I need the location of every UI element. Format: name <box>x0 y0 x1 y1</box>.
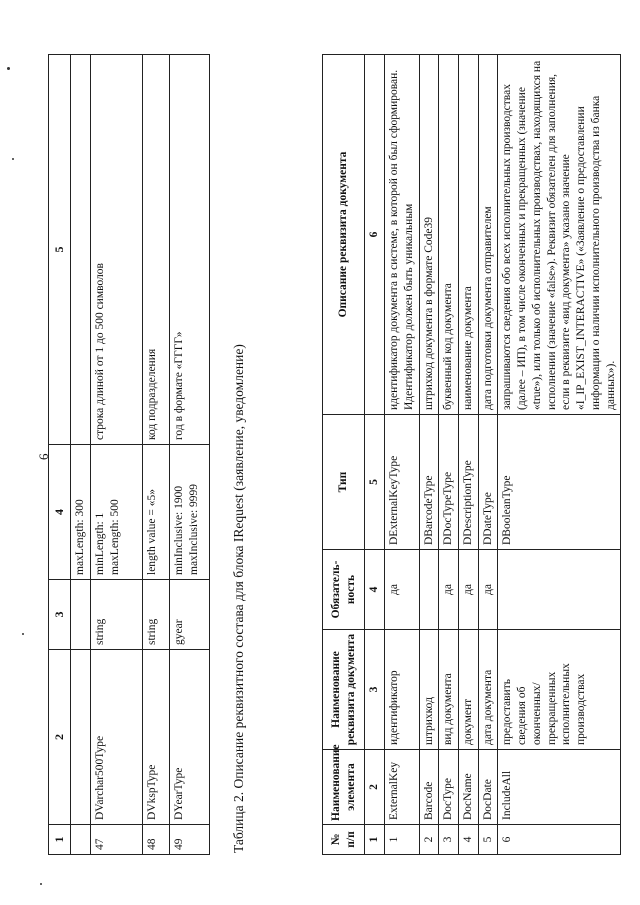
base-type: string <box>143 580 170 650</box>
row-number: 47 <box>91 825 143 855</box>
element-name: DocType <box>439 750 459 825</box>
type-name: DYearType <box>170 650 210 825</box>
t2-hnum-3: 3 <box>365 630 385 750</box>
type-description: код подразделения <box>143 55 170 445</box>
element-type: DExternalKeyType <box>385 415 419 550</box>
requisite-name: идентификатор <box>385 630 419 750</box>
requisite-name: штрихкод <box>419 630 439 750</box>
restriction: length value = «5» <box>143 445 170 580</box>
col-header-number: № п/п <box>323 825 365 855</box>
table1-header-numbers <box>49 55 71 855</box>
element-type: DDocTypeType <box>439 415 459 550</box>
row-number: 3 <box>439 825 459 855</box>
t2-hnum-6: 6 <box>365 55 385 415</box>
required-flag <box>498 550 621 630</box>
element-description: наименование документа <box>459 55 479 415</box>
row-number: 1 <box>385 825 419 855</box>
table-row <box>439 55 459 855</box>
table-row <box>143 55 170 855</box>
requisite-name: вид документа <box>439 630 459 750</box>
t1-top-restriction: maxLength: 300 <box>71 445 91 580</box>
types-table-continuation <box>48 54 210 855</box>
scan-speck <box>12 158 14 160</box>
restriction: minLength: 1 maxLength: 500 <box>91 445 143 580</box>
element-type: DBarcodeType <box>419 415 439 550</box>
required-flag: да <box>478 550 498 630</box>
element-description: буквенный код документа <box>439 55 459 415</box>
row-number: 6 <box>498 825 621 855</box>
t1-hnum-1: 1 <box>49 825 71 855</box>
element-name: IncludeAll <box>498 750 621 825</box>
table-row <box>498 55 621 855</box>
row-number: 5 <box>478 825 498 855</box>
table2-header-numbers <box>365 55 385 855</box>
required-flag: да <box>385 550 419 630</box>
requisite-name: предоставить сведения об оконченных/ прекращенных исполнительных производствах <box>498 630 621 750</box>
type-name: DVarchar500Type <box>91 650 143 825</box>
base-type: string <box>91 580 143 650</box>
element-type: DDateType <box>478 415 498 550</box>
table-row <box>385 55 419 855</box>
row-number: 2 <box>419 825 439 855</box>
base-type: gyear <box>170 580 210 650</box>
table-row <box>478 55 498 855</box>
table-row <box>71 55 91 855</box>
element-description: запрашиваются сведения обо всех исполнительных производствах (далее – ИП), в том числе оконченных и прекращенных (значение «true»), или только об исполнительных производствах, находящихся на исполнении (значение «false»). Реквизит обязателен для заполнения, если в реквизите «вид документа» указано значение «I_IP_EXIST_INTERACTIVE» («Заявление о предоставлении информации о наличии исполнительного производства из банка данных»). <box>498 55 621 415</box>
table2-header <box>323 55 365 855</box>
table-row <box>459 55 479 855</box>
t1-top-desc <box>71 55 91 445</box>
required-flag: да <box>439 550 459 630</box>
required-flag <box>419 550 439 630</box>
type-description: строка длиной от 1 до 500 символов <box>91 55 143 445</box>
element-name: Barcode <box>419 750 439 825</box>
t2-hnum-4: 4 <box>365 550 385 630</box>
col-header-required: Обязатель-ность <box>323 550 365 630</box>
col-header-description: Описание реквизита документа <box>323 55 365 415</box>
element-description: штрихкод документа в формате Code39 <box>419 55 439 415</box>
table-row <box>419 55 439 855</box>
col-header-element: Наименование элемента <box>323 750 365 825</box>
page-number: 6 <box>36 453 51 460</box>
t1-hnum-3: 3 <box>49 580 71 650</box>
element-type: DDescriptionType <box>459 415 479 550</box>
element-description: идентификатор документа в системе, в которой он был сформирован. Идентификатор должен быть уникальным <box>385 55 419 415</box>
element-name: DocDate <box>478 750 498 825</box>
row-number: 49 <box>170 825 210 855</box>
t2-hnum-5: 5 <box>365 415 385 550</box>
scan-speck <box>22 633 24 635</box>
table-row <box>91 55 143 855</box>
t1-hnum-5: 5 <box>49 55 71 445</box>
type-description: год в формате «ГГГГ» <box>170 55 210 445</box>
restriction: minInclusive: 1900 maxInclusive: 9999 <box>170 445 210 580</box>
required-flag: да <box>459 550 479 630</box>
scan-speck <box>40 883 42 885</box>
t2-hnum-1: 1 <box>365 825 385 855</box>
scan-speck <box>7 67 10 70</box>
requisite-name: дата документа <box>478 630 498 750</box>
irequest-table <box>322 54 621 855</box>
t1-hnum-2: 2 <box>49 650 71 825</box>
col-header-type: Тип <box>323 415 365 550</box>
element-name: DocName <box>459 750 479 825</box>
element-type: DBooleanType <box>498 415 621 550</box>
type-name: DVkspType <box>143 650 170 825</box>
element-description: дата подготовки документа отправителем <box>478 55 498 415</box>
row-number: 48 <box>143 825 170 855</box>
element-name: ExternalKey <box>385 750 419 825</box>
t1-hnum-4: 4 <box>49 445 71 580</box>
table-row <box>170 55 210 855</box>
requisite-name: документ <box>459 630 479 750</box>
t2-hnum-2: 2 <box>365 750 385 825</box>
row-number: 4 <box>459 825 479 855</box>
table2-title: Таблица 2. Описание реквизитного состава для блока IRequest (заявление, уведомление) <box>231 344 246 853</box>
col-header-requisite: Наименование реквизита документа <box>323 630 365 750</box>
